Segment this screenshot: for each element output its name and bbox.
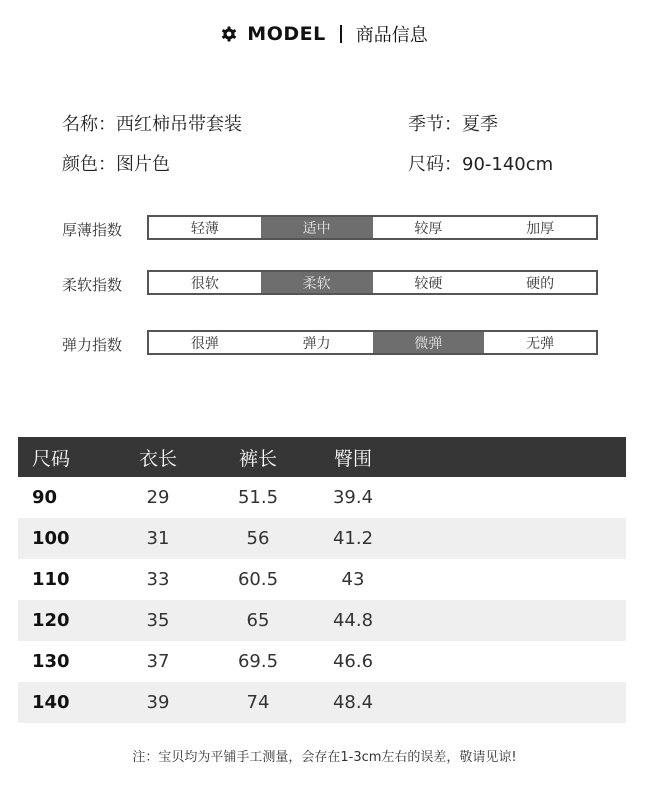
table-row <box>18 559 626 600</box>
cell-hip: 46.6 <box>332 651 374 672</box>
cell-size: 110 <box>32 569 70 590</box>
softness-option: 较硬 <box>414 275 443 292</box>
cell-size: 90 <box>32 487 58 508</box>
elasticity-option: 很弹 <box>190 335 219 352</box>
cell-pants-length: 56 <box>246 528 270 549</box>
cell-pants-length: 60.5 <box>237 569 279 590</box>
cell-top-length: 37 <box>146 651 170 672</box>
softness-option: 硬的 <box>526 275 555 292</box>
cell-top-length: 39 <box>146 692 170 713</box>
cell-hip: 43 <box>341 569 365 590</box>
softness-option-selected: 柔软 <box>261 272 373 293</box>
table-row <box>18 600 626 641</box>
elasticity-option: 弹力 <box>302 335 331 352</box>
cell-hip: 48.4 <box>332 692 374 713</box>
cell-size: 140 <box>32 692 70 713</box>
table-header <box>18 437 626 477</box>
elasticity-scale <box>147 330 598 355</box>
cell-top-length: 33 <box>146 569 170 590</box>
thickness-label: 厚薄指数 <box>62 221 123 239</box>
table-row <box>18 682 626 723</box>
thickness-option: 加厚 <box>526 220 555 237</box>
softness-option: 很软 <box>190 275 219 292</box>
header-size: 尺码 <box>32 447 71 470</box>
thickness-option: 较厚 <box>414 220 443 237</box>
product-color: 颜色：图片色 <box>62 154 170 175</box>
cell-pants-length: 51.5 <box>237 487 279 508</box>
table-row <box>18 518 626 559</box>
cell-hip: 41.2 <box>332 528 374 549</box>
cell-hip: 39.4 <box>332 487 374 508</box>
cell-pants-length: 65 <box>246 610 270 631</box>
header-top-length: 衣长 <box>138 447 177 470</box>
softness-label: 柔软指数 <box>62 276 123 294</box>
cell-top-length: 31 <box>146 528 170 549</box>
header <box>0 20 649 48</box>
cell-size: 100 <box>32 528 70 549</box>
product-size-range: 尺码：90-140cm <box>408 154 554 175</box>
elasticity-option-selected: 微弹 <box>373 332 485 353</box>
header-pants-length: 裤长 <box>238 447 277 470</box>
cell-pants-length: 69.5 <box>237 651 279 672</box>
product-season: 季节：夏季 <box>408 114 498 135</box>
cell-pants-length: 74 <box>246 692 270 713</box>
header-subtitle: 商品信息 <box>355 25 428 46</box>
elasticity-option: 无弹 <box>526 335 555 352</box>
cell-size: 130 <box>32 651 70 672</box>
size-table <box>18 437 626 723</box>
softness-scale <box>147 270 598 295</box>
cell-top-length: 29 <box>146 487 170 508</box>
cell-hip: 44.8 <box>332 610 374 631</box>
table-row <box>18 641 626 682</box>
thickness-option: 轻薄 <box>190 220 219 237</box>
thickness-option-selected: 适中 <box>261 217 373 238</box>
cell-top-length: 35 <box>146 610 170 631</box>
gear-icon <box>221 26 237 42</box>
cell-size: 120 <box>32 610 70 631</box>
measurement-note: 注：宝贝均为平铺手工测量，会存在1-3cm左右的误差，敬请见谅! <box>132 750 517 765</box>
elasticity-label: 弹力指数 <box>62 336 123 354</box>
table-row <box>18 477 626 518</box>
product-name: 名称：西红柿吊带套装 <box>62 114 242 135</box>
brand-title: MODEL <box>247 23 326 45</box>
header-hip: 臀围 <box>333 447 372 470</box>
header-divider <box>340 25 342 43</box>
thickness-scale <box>147 215 598 240</box>
